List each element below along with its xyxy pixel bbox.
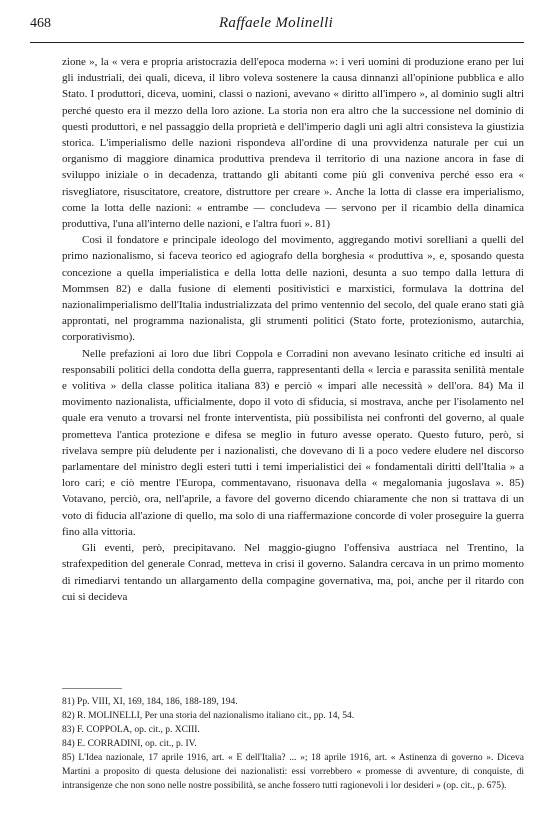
paragraph: Così il fondatore e principale ideologo del movimento, aggregando motivi sorelliani a quelli del primo nazionalismo, si faceva teorico ed agiografo della borghesia « produttiva », e, sposando questa concezione a quella imperialistica e della lotta delle nazioni, desunta a suo tempo dalla lettura di Mommsen 82) e dalla fusione di elementi positivistici e marxistici, formulava la dottrina del nazionalimperialismo dell'Italia industrializzata del primo ventennio del secolo, del quale erano stati già approntati, nel programma nazionalista, gli strumenti politici (Stato forte, protezionismo, autarchia, corporativismo). <box>62 234 524 344</box>
footnote: 83) F. COPPOLA, op. cit., p. XCIII. <box>62 725 200 735</box>
paragraph: zione », la « vera e propria aristocrazia dell'epoca moderna »: i veri uomini di produzione erano per lui gli industriali, dei quali, diceva, il libro voleva sostenere la causa dinnanzi all'opinione pubblica e allo Stato. I produttori, diceva, uomini, classi o nazioni, avevano « diritto all'impero », al dominio sugli altri perché questo era il mezzo della loro azione. La storia non era altro che la successione nel dominio di questi produttori, e nel passaggio della proprietà e dell'imperio dagli uni agli altri consisteva la giustizia storica. L'imperialismo delle nazioni rispondeva all'ordine di una provvidenza naturale per cui un organismo di maggiore dinamica produttiva prendeva il territorio di una nazione ancora in fase di sviluppo iniziale o in decadenza, trattando gli abitanti come più gli conveniva perché esso era « risvegliatore, risuscitatore, creatore, distruttore per creare ». Anche la lotta di classe era imperialismo, come la lotta delle nazioni: « entrambe — concludeva — servono per il ricambio della dinamica produttiva, l'una all'interno delle nazioni, e l'altra fuori ». 81) <box>62 56 524 231</box>
paragraph: Gli eventi, però, precipitavano. Nel maggio-giugno l'offensiva austriaca nel Trentino, la strafexpedition del generale Conrad, metteva in crisi il governo. Salandra cercava in un primo momento di rimediarvi tentando un allargamento della compagine governativa, ma, poi, anche per il ritardo con cui si decideva <box>62 542 524 603</box>
page-number: 468 <box>30 16 51 31</box>
paragraph: Nelle prefazioni ai loro due libri Coppola e Corradini non avevano lesinato critiche ed insulti ai responsabili politici della condotta della guerra, rappresentanti della « lercia e parassita senilità mentale e volitiva » della classe politica italiana 83) e perciò « impari alle necessità » dell'ora. 84) Ma il movimento nazionalista, ufficialmente, dopo il voto di sfiducia, si mostrava, anche per l'isolamento nel quale era venuto a trovarsi nel fronte interventista, più possibilista nei confronti del governo, al quale prometteva l'antica protezione e difesa se meglio in futuro avesse operato. Questo futuro, però, si rivelava sempre più deludente per i nazionalisti, che dovevano di lì a poco vedere eludere nel discorso parlamentare del ministro degli esteri tutti i temi imperialistici dei « fondamentali diritti dell'Italia » a loro cari; e ciò mentre l'Europa, commentavano, risuonava della « megalomania jugoslava ». 85) Votavano, perciò, ora, nell'aprile, a favore del governo dicendo chiaramente che non si trattava di un voto di fiducia all'azione di quello, ma solo di una riaffermazione concorde di voler proseguire la guerra fino alla vittoria. <box>62 347 524 538</box>
footnote: 85) L'Idea nazionale, 17 aprile 1916, art. « E dell'Italia? ... »; 18 aprile 1916, art. « Astinenza di governo ». Diceva Martini a proposito di questa delusione dei nazionalisti: essi vorrebbero « promesse di avventure, di conquiste, di intransigenze che non sono nelle nostre possibilità, se anche fossero tutti ragionevoli i lor desideri » (op. cit., p. 675). <box>62 753 524 791</box>
body-text <box>62 54 524 605</box>
footnotes <box>62 695 524 793</box>
header-rule <box>30 42 524 43</box>
footnote-separator <box>62 688 122 689</box>
running-title: Raffaele Molinelli <box>218 15 334 31</box>
footnote: 82) R. MOLINELLI, Per una storia del nazionalismo italiano cit., pp. 14, 54. <box>62 711 355 721</box>
footnote: 81) Pp. VIII, XI, 169, 184, 186, 188-189, 194. <box>62 697 238 707</box>
footnote: 84) E. CORRADINI, op. cit., p. IV. <box>62 739 197 749</box>
page-header <box>30 14 522 34</box>
